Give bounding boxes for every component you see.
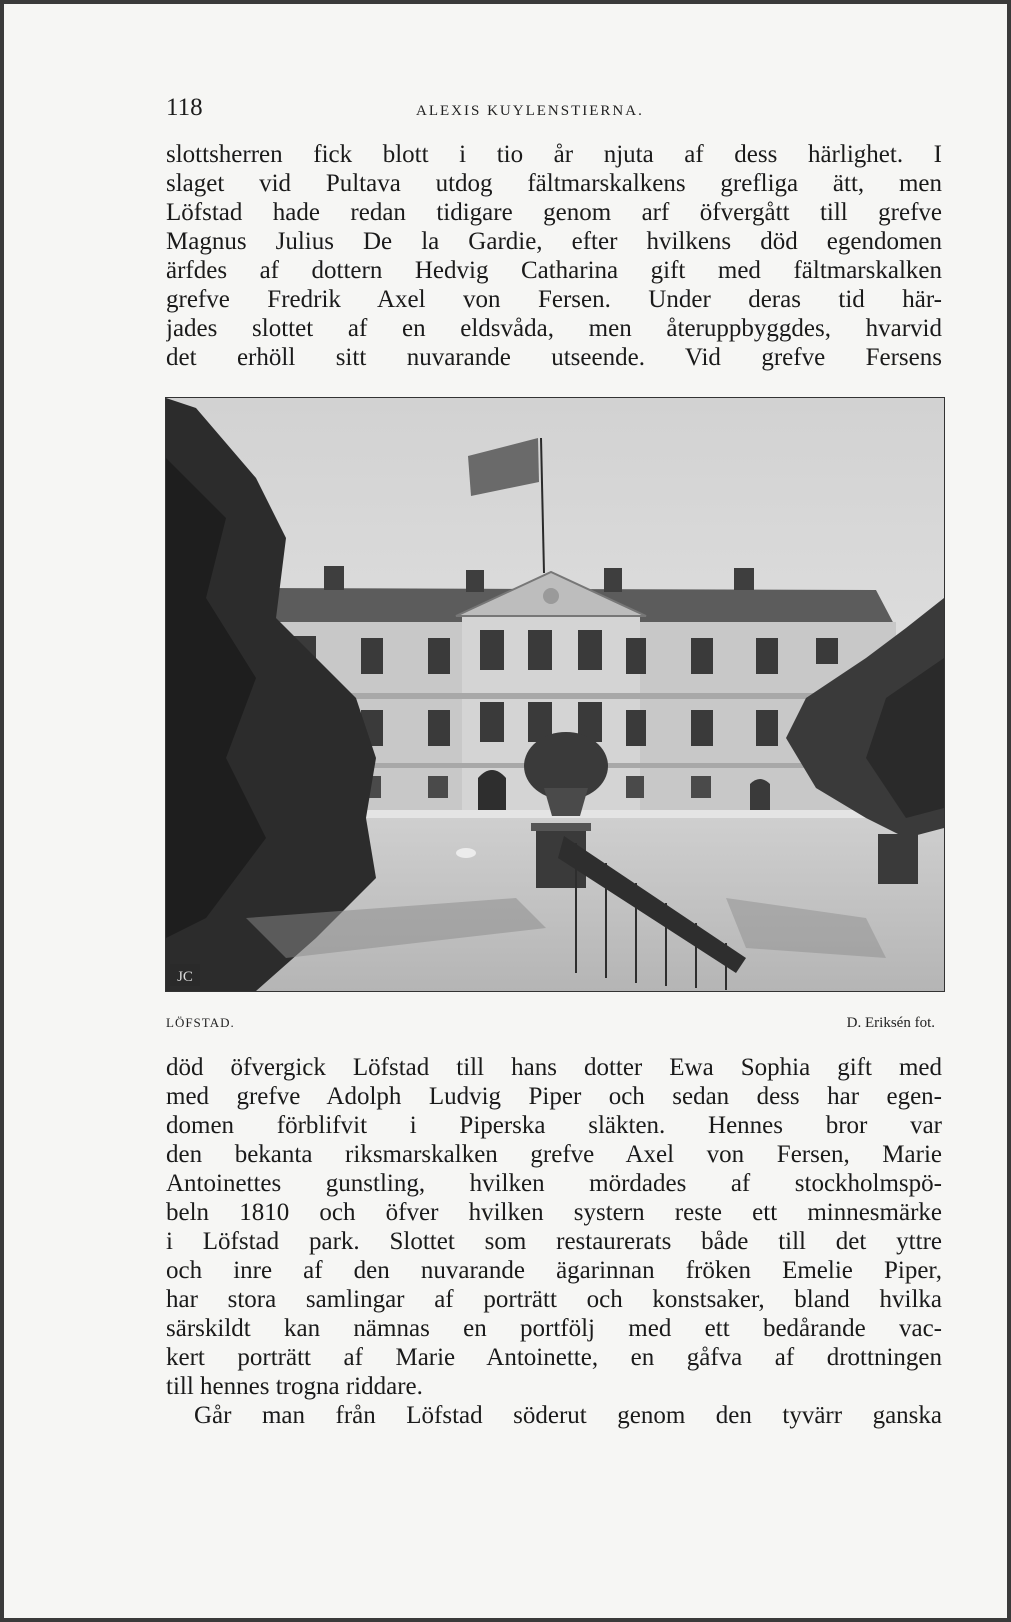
text-line: jades slottet af en eldsvåda, men återuppbyggdes, hvarvid [166, 315, 942, 342]
text-line: särskildt kan nämnas en portfölj med ett bedårande vac- [166, 1315, 942, 1342]
paragraph-1 [166, 140, 942, 372]
paragraph-2 [166, 1053, 942, 1430]
running-head: ALEXIS KUYLENSTIERNA. [416, 103, 644, 119]
text-line: och inre af den nuvarande ägarinnan fröken Emelie Piper, [166, 1257, 942, 1284]
text-line: det erhöll sitt nuvarande utseende. Vid grefve Fersens [166, 344, 942, 371]
text-line: med grefve Adolph Ludvig Piper och sedan dess har egen- [166, 1083, 942, 1110]
text-line: slaget vid Pultava utdog fältmarskalkens grefliga ätt, men [166, 170, 942, 197]
text-line: död öfvergick Löfstad till hans dotter Ewa Sophia gift med [166, 1054, 942, 1081]
text-line: domen förblifvit i Piperska släkten. Hennes bror var [166, 1112, 942, 1139]
text-line: grefve Fredrik Axel von Fersen. Under deras tid här- [166, 286, 942, 313]
book-page [4, 4, 1007, 1618]
text-line: slottsherren fick blott i tio år njuta af dess härlighet. I [166, 141, 942, 168]
page-number: 118 [166, 94, 203, 121]
text-line: har stora samlingar af porträtt och konstsaker, bland hvilka [166, 1286, 942, 1313]
text-line: den bekanta riksmarskalken grefve Axel von Fersen, Marie [166, 1141, 942, 1168]
photograph-lofstad-castle [165, 397, 945, 992]
text-line: Antoinettes gunstling, hvilken mördades af stockholmspö- [166, 1170, 942, 1197]
text-line: i Löfstad park. Slottet som restaurerats både till det yttre [166, 1228, 942, 1255]
text-line: Magnus Julius De la Gardie, efter hvilkens död egendomen [166, 228, 942, 255]
photo-corner-mark: JC [177, 969, 193, 985]
photo-credit: D. Eriksén fot. [846, 1015, 935, 1031]
page-header [166, 94, 942, 128]
text-line: till hennes trogna riddare. [166, 1373, 423, 1400]
figure-caption: LÖFSTAD. [166, 1015, 235, 1030]
text-line: beln 1810 och öfver hvilken systern reste ett minnesmärke [166, 1199, 942, 1226]
text-line: kert porträtt af Marie Antoinette, en gåfva af drottningen [166, 1344, 942, 1371]
text-line: ärfdes af dottern Hedvig Catharina gift med fältmarskalken [166, 257, 942, 284]
text-line: Går man från Löfstad söderut genom den tyvärr ganska [194, 1402, 942, 1429]
text-line: Löfstad hade redan tidigare genom arf öfvergått till grefve [166, 199, 942, 226]
